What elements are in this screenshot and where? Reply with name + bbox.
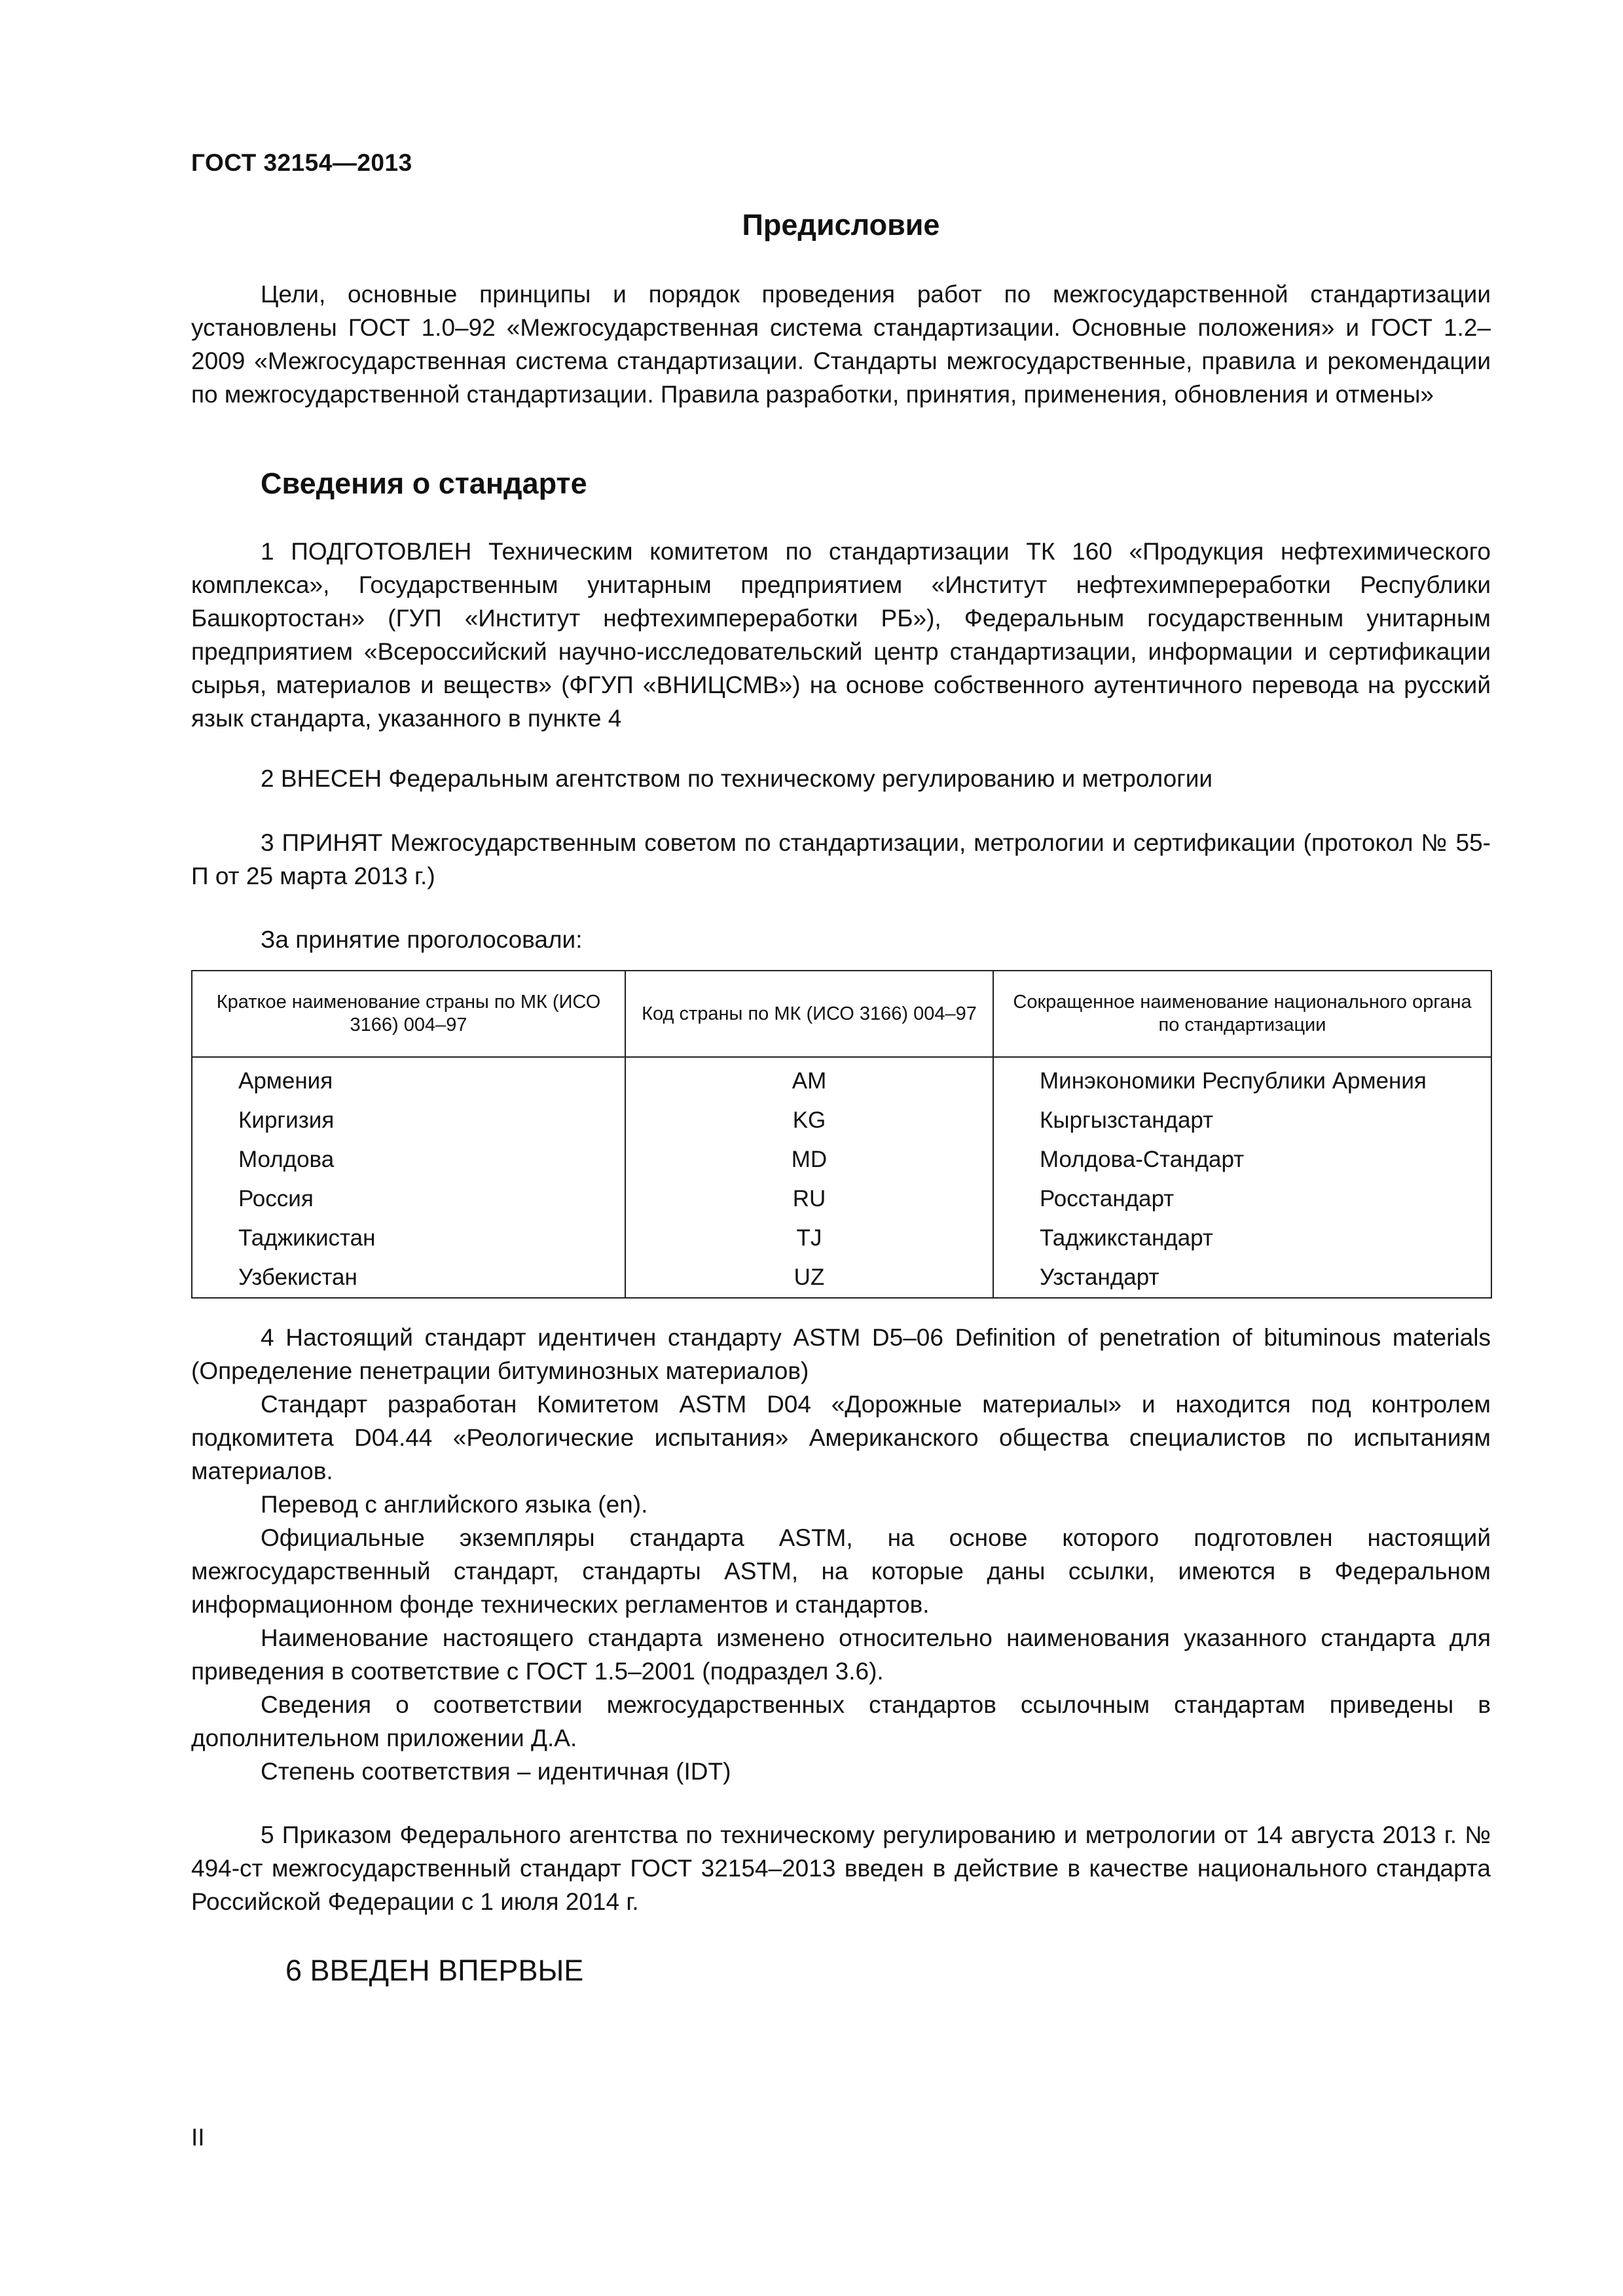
page-number: II [191, 2124, 205, 2151]
item-4-paragraph-6: Сведения о соответствии межгосударственных стандартов ссылочным стандартам приведены в дополнительном приложении Д.А. [191, 1691, 1491, 1751]
country-name-cell: Россия [192, 1179, 625, 1219]
country-code-cell: TJ [625, 1219, 993, 1258]
voting-table [191, 970, 1492, 1299]
info-item-6: 6 ВВЕДЕН ВПЕРВЫЕ [285, 1954, 584, 1987]
item-4-paragraph-1: 4 Настоящий стандарт идентичен стандарту ASTM D5–06 Definition of penetration of bituminous materials (Определение пенетрации битуминозных материалов) [191, 1324, 1491, 1384]
country-code-cell: MD [625, 1140, 993, 1179]
country-code-cell: KG [625, 1101, 993, 1140]
item-4-paragraph-3: Перевод с английского языка (en). [261, 1491, 648, 1518]
country-code-cell: RU [625, 1179, 993, 1219]
info-item-2: 2 ВНЕСЕН Федеральным агентством по техническому регулированию и метрологии [261, 765, 1213, 792]
national-body-cell: Росстандарт [993, 1179, 1491, 1219]
national-body-cell: Таджикстандарт [993, 1219, 1491, 1258]
info-item-3: 3 ПРИНЯТ Межгосударственным советом по стандартизации, метрологии и сертификации (протокол № 55-П от 25 марта 2013 г.) [191, 829, 1491, 889]
country-code-cell: AM [625, 1057, 993, 1101]
national-body-cell: Молдова-Стандарт [993, 1140, 1491, 1179]
foreword-title: Предисловие [742, 208, 940, 242]
table-row [192, 1140, 1491, 1179]
column-header-national-body: Сокращенное наименование национального органа по стандартизации [993, 971, 1491, 1057]
country-name-cell: Киргизия [192, 1101, 625, 1140]
info-item-1: 1 ПОДГОТОВЛЕН Техническим комитетом по стандартизации ТК 160 «Продукция нефтехимического комплекса», Государственным унитарным предприятием «Институт нефтехимпереработки Республики Башкортостан» (ГУП «Институт нефтехимпереработки РБ»), Федеральным государственным унитарным предприятием «Всероссийский научно-исследовательский центр стандартизации, информации и сертификации сырья, материалов и веществ» (ФГУП «ВНИЦСМВ») на основе собственного аутентичного перевода на русский язык стандарта, указанного в пункте 4 [191, 538, 1491, 732]
column-header-country-name: Краткое наименование страны по МК (ИСО 3166) 004–97 [192, 971, 625, 1057]
foreword-text: Цели, основные принципы и порядок проведения работ по межгосударственной стандартизации установлены ГОСТ 1.0–92 «Межгосударственная система стандартизации. Основные положения» и ГОСТ 1.2–2009 «Межгосударственная система стандартизации. Стандарты межгосударственные, правила и рекомендации по межгосударственной стандартизации. Правила разработки, принятия, применения, обновления и отмены» [191, 281, 1491, 408]
national-body-cell: Минэкономики Республики Армения [993, 1057, 1491, 1101]
item-4-paragraph-2: Стандарт разработан Комитетом ASTM D04 «Дорожные материалы» и находится под контролем подкомитета D04.44 «Реологические испытания» Американского общества специалистов по испытаниям материалов. [191, 1391, 1491, 1484]
table-row [192, 1101, 1491, 1140]
national-body-cell: Кыргызстандарт [993, 1101, 1491, 1140]
table-row [192, 1219, 1491, 1258]
table-row [192, 1057, 1491, 1101]
item-4-paragraph-7: Степень соответствия – идентичная (IDT) [261, 1758, 731, 1785]
column-header-country-code: Код страны по МК (ИСО 3166) 004–97 [625, 971, 993, 1057]
country-name-cell: Узбекистан [192, 1258, 625, 1298]
info-item-5: 5 Приказом Федерального агентства по техническому регулированию и метрологии от 14 августа 2013 г. № 494-ст межгосударственный стандарт ГОСТ 32154–2013 введен в действие в качестве национального стандарта Российской Федерации с 1 июля 2014 г. [191, 1821, 1491, 1915]
national-body-cell: Узстандарт [993, 1258, 1491, 1298]
standard-info-title: Сведения о стандарте [261, 467, 587, 500]
country-name-cell: Армения [192, 1057, 625, 1101]
table-header-row [192, 971, 1491, 1057]
table-row [192, 1258, 1491, 1298]
item-4-paragraph-5: Наименование настоящего стандарта изменено относительно наименования указанного стандарта для приведения в соответствие с ГОСТ 1.5–2001 (подраздел 3.6). [191, 1624, 1491, 1685]
document-id: ГОСТ 32154—2013 [191, 149, 412, 176]
item-4-paragraph-4: Официальные экземпляры стандарта ASTM, на основе которого подготовлен настоящий межгосударственный стандарт, стандарты ASTM, на которые даны ссылки, имеются в Федеральном информационном фонде технических регламентов и стандартов. [191, 1524, 1491, 1618]
voted-label: За принятие проголосовали: [261, 926, 583, 953]
country-name-cell: Таджикистан [192, 1219, 625, 1258]
table-row [192, 1179, 1491, 1219]
country-name-cell: Молдова [192, 1140, 625, 1179]
country-code-cell: UZ [625, 1258, 993, 1298]
